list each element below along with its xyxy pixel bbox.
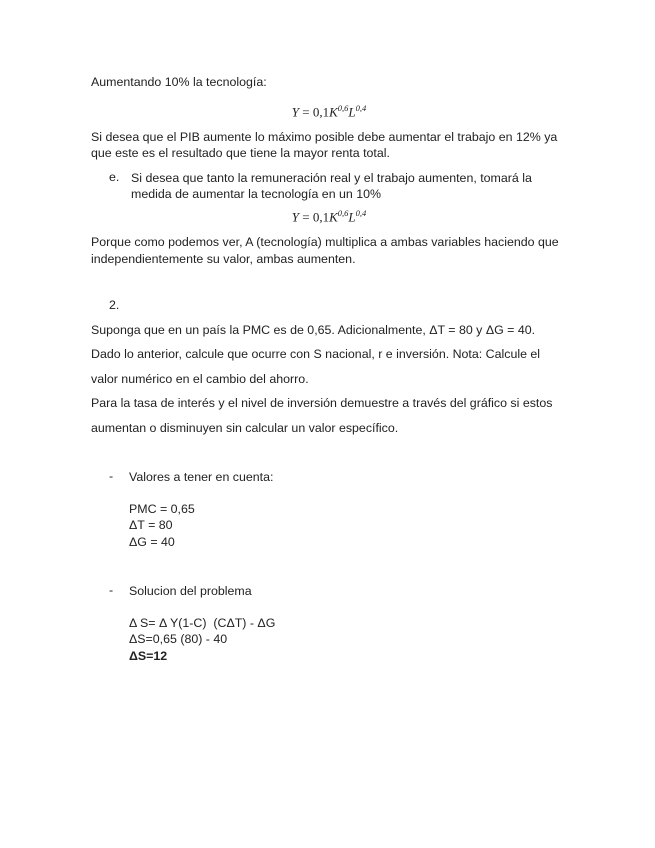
eq1-k: K bbox=[329, 103, 338, 119]
paragraph-valor: valor numérico en el cambio del ahorro. bbox=[91, 371, 309, 386]
value-delta-t: ΔT = 80 bbox=[129, 518, 173, 533]
paragraph-pib: Si desea que el PIB aumente lo máximo posible debe aumentar el trabajo en 12% ya que este es el resultado que tiene la mayor renta total. bbox=[91, 129, 558, 161]
solution-substitution: ΔS=0,65 (80) - 40 bbox=[129, 632, 228, 647]
bullet-solucion bbox=[109, 583, 567, 600]
equation-1 bbox=[91, 100, 567, 120]
eq1-k-exp: 0,6 bbox=[337, 102, 349, 113]
eq2-coef: = 0,1 bbox=[298, 209, 330, 225]
eq1-l-exp: 0,4 bbox=[355, 102, 367, 113]
list-item-e bbox=[109, 170, 567, 203]
list-item-e-text: Si desea que tanto la remuneración real y el trabajo aumenten, tomará la medida de aumentar la tecnología en un 10% bbox=[131, 170, 532, 202]
paragraph-dado: Dado lo anterior, calcule que ocurre con S nacional, r e inversión. Nota: Calcule el bbox=[91, 347, 541, 362]
equation-2 bbox=[91, 205, 567, 225]
eq2-k: K bbox=[329, 209, 338, 225]
bullet-valores-text: Valores a tener en cuenta: bbox=[129, 470, 274, 485]
solution-block bbox=[129, 615, 567, 665]
bullet-solucion-text: Solucion del problema bbox=[129, 584, 252, 599]
paragraph-porque: Porque como podemos ver, A (tecnología) multiplica a ambas variables haciendo que independientemente su valor, ambas aumenten. bbox=[91, 235, 559, 266]
eq2-y: Y bbox=[291, 209, 299, 225]
eq1-coef: = 0,1 bbox=[298, 103, 330, 119]
bullet-marker: - bbox=[109, 469, 114, 484]
paragraph-para: Para la tasa de interés y el nivel de inversión demuestre a través del gráfico si estos bbox=[91, 396, 553, 411]
paragraph-aumentando: Aumentando 10% la tecnología: bbox=[91, 75, 267, 89]
bullet-valores bbox=[109, 469, 567, 486]
solution-formula: Δ S= Δ Y(1-C) (CΔT) - ΔG bbox=[129, 615, 276, 630]
value-delta-g: ΔG = 40 bbox=[129, 534, 175, 549]
paragraph-suponga: Suponga que en un país la PMC es de 0,65. Adicionalmente, ΔT = 80 y ΔG = 40. bbox=[91, 322, 536, 337]
eq1-y: Y bbox=[291, 103, 299, 119]
eq2-l: L bbox=[348, 209, 356, 225]
list-marker-e: e. bbox=[109, 169, 120, 184]
bullet-marker: - bbox=[109, 583, 114, 598]
eq1-l: L bbox=[348, 103, 356, 119]
document-page bbox=[91, 74, 567, 664]
list-item-2: 2. bbox=[109, 298, 120, 313]
paragraph-aumentan: aumentan o disminuyen sin calcular un valor específico. bbox=[91, 420, 399, 435]
solution-result: ΔS=12 bbox=[129, 648, 168, 663]
eq2-k-exp: 0,6 bbox=[337, 207, 349, 218]
eq2-l-exp: 0,4 bbox=[355, 207, 367, 218]
value-pmc: PMC = 0,65 bbox=[129, 501, 195, 516]
values-block bbox=[129, 501, 567, 551]
